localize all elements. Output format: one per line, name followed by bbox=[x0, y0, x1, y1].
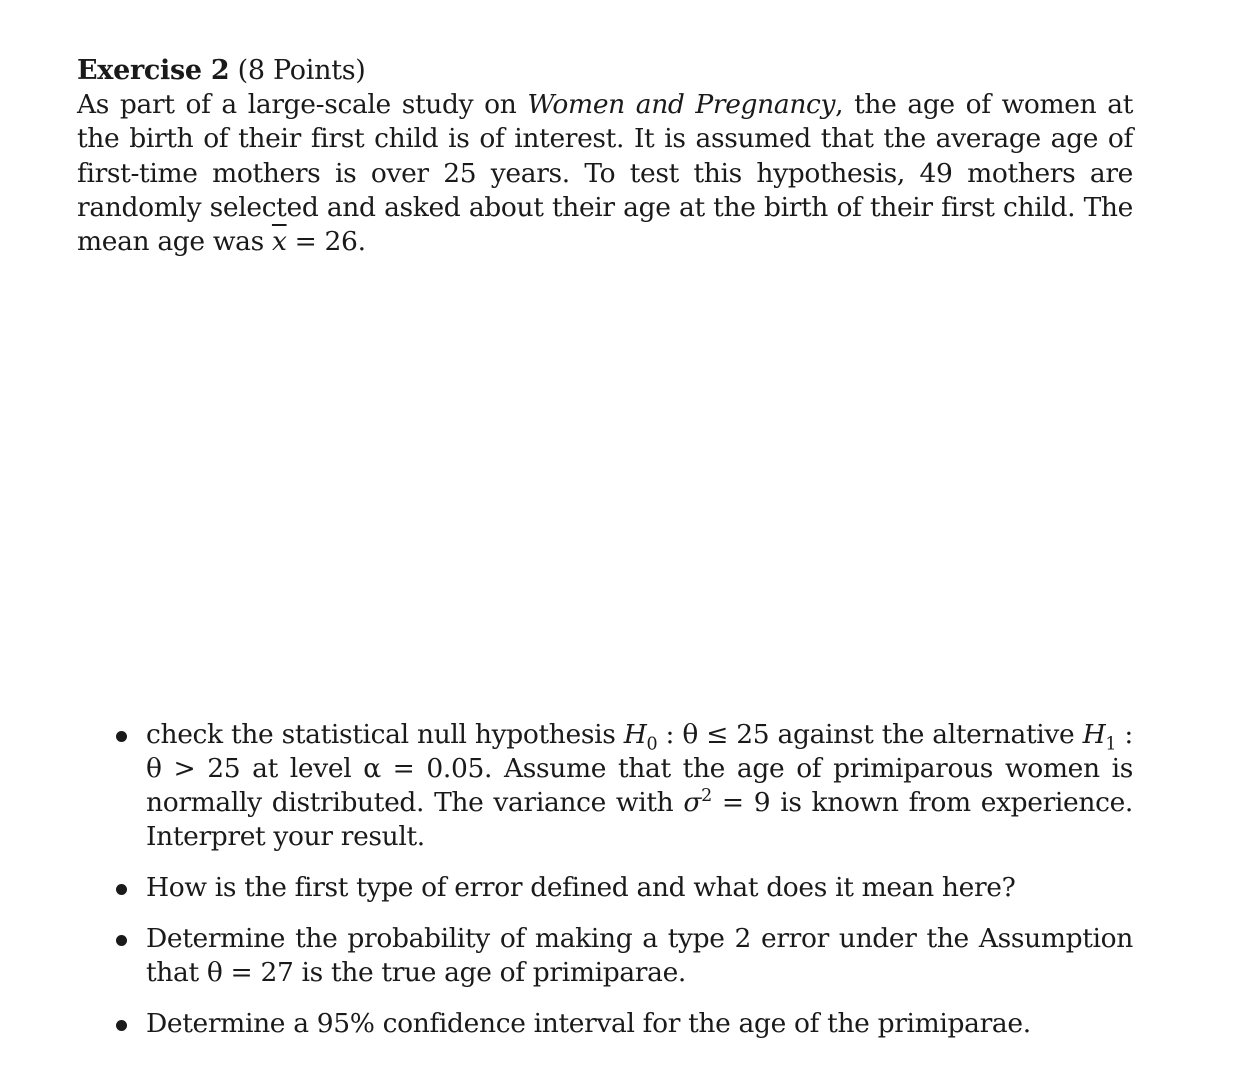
task-text: is known from experience. Interpret your result. bbox=[146, 787, 1134, 852]
task-text: is the true age of primiparae. bbox=[293, 957, 686, 988]
true-theta: θ = 27 bbox=[206, 957, 294, 988]
task-text: How is the first type of error defined and what does it mean here? bbox=[146, 872, 1016, 903]
intro-text-1: As part of a large-scale study on bbox=[77, 89, 528, 120]
exercise-intro bbox=[77, 88, 1133, 259]
intro-text-2: , the age of women at the birth of their first child is of interest. It is assumed that the average age of first-time mothers is over 25 years. To test this hypothesis, 49 mothers are randomly selected and asked about their age at the birth of their first child. The mean age was bbox=[77, 89, 1133, 258]
task-text: at level bbox=[240, 753, 364, 784]
h0-symbol: H bbox=[623, 719, 647, 750]
variance bbox=[683, 787, 770, 818]
sigma-symbol: σ bbox=[683, 787, 702, 818]
sigma-superscript: 2 bbox=[701, 786, 712, 807]
h0-expression: : θ ≤ 25 bbox=[657, 719, 770, 750]
exercise-title: Exercise 2 bbox=[77, 55, 230, 86]
task-item-confidence-interval bbox=[108, 1007, 1133, 1041]
bullet-icon bbox=[116, 935, 127, 946]
task-item-type2-error bbox=[108, 922, 1133, 990]
exercise-points: (8 Points) bbox=[237, 55, 366, 86]
h1-subscript: 1 bbox=[1105, 734, 1117, 755]
task-item-type1-error bbox=[108, 871, 1133, 905]
bullet-icon bbox=[116, 731, 127, 742]
bullet-icon bbox=[116, 1020, 127, 1031]
h1-symbol: H bbox=[1082, 719, 1106, 750]
task-list bbox=[108, 718, 1133, 1041]
bullet-icon bbox=[116, 884, 127, 895]
task-text: against the alternative bbox=[769, 719, 1083, 750]
h1-expression: : θ > 25 bbox=[146, 719, 1133, 784]
alpha-level: α = 0.05 bbox=[363, 753, 485, 784]
intro-study-name: Women and Pregnancy bbox=[527, 89, 836, 120]
mean-value: = 26. bbox=[286, 226, 366, 258]
task-text: . Assume that the age of primiparous women is normally distributed. The variance with bbox=[146, 753, 1133, 818]
task-item-hypothesis-test bbox=[108, 718, 1133, 854]
task-text: Determine a 95% confidence interval for the age of the primiparae. bbox=[146, 1008, 1031, 1039]
variance-value: = 9 bbox=[711, 787, 771, 818]
exercise-heading bbox=[77, 54, 1133, 88]
null-hypothesis bbox=[623, 719, 770, 755]
h0-subscript: 0 bbox=[646, 734, 658, 755]
task-text: Determine the probability of making a type 2 error under the Assumption that bbox=[146, 923, 1133, 988]
mean-symbol: $\overline{x}$ bbox=[271, 226, 287, 258]
exercise-section bbox=[77, 54, 1133, 259]
task-text: check the statistical null hypothesis bbox=[146, 719, 624, 750]
